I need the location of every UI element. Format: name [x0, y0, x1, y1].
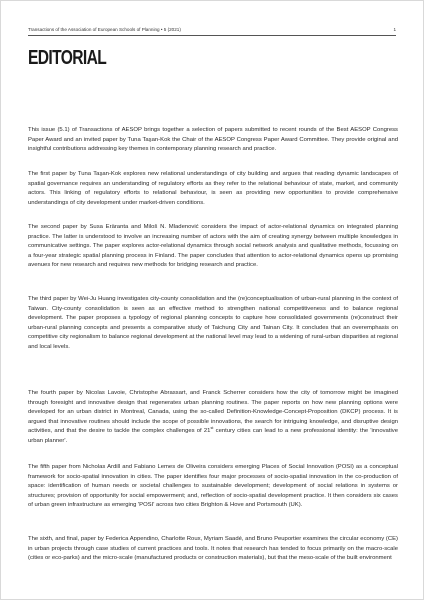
fourth-paper-text: The fourth paper by Nicolas Lavoie, Christophe Abrassart, and Franck Scherrer considers how the city of tomorrow might be imagined through foresight and innovative design that regenerates urban planning routines. The paper reports on how new planning options were developed for an urban district in Montreal, Canada, using the so-called Definition-Knowledge-Concept-Proposition (DKCP) process. It is argued that innovative routines should include the scope of possible innovations, the search for intriguing knowledge, and disruptive design activities, and that the desire to tackle the complex challenges of 21 — [28, 390, 398, 435]
journal-title: Transactions of the Association of European Schools of Planning • 5 (2021) — [28, 27, 181, 32]
paragraph-fourth-paper — [28, 389, 398, 446]
paragraph-third-paper: The third paper by Wei-Ju Huang investigates city-county consolidation and the (re)conceptualisation of urban-rural planning in the context of Taiwan. City-county consolidation is seen as an effective method to strengthen national competitiveness and to balance regional development. The paper proposes a typology of regional planning concepts to capture how consolidated governments (re)construct their urban-rural planning concepts and presents a comparative study of Taichung City and Tainan City. It concludes that an overemphasis on competitive city regionalism to balance regional development at the national level may lead to a widening of rural-urban disparities at regional and local levels. — [28, 296, 398, 350]
paragraph-second-paper: The second paper by Susa Eräranta and Miloš N. Mladenović considers the impact of actor-relational dynamics on integrated planning practice. The latter is understood to involve an increasing number of actors with the aim of creating synergy between multiple knowledges in communicative settings. The paper explores actor-relational dynamics through social network analysis and qualitative methods, focussing on a four-year strategic spatial planning process in Finland. The paper concludes that attention to actor-relational dynamics opens up promising avenues for new research and requires new methods for bridging research and practice. — [28, 224, 398, 269]
ordinal-suffix: st — [210, 426, 214, 431]
paragraph-first-paper: The first paper by Tuna Taşan-Kok explores new relational understandings of city building and argues that reading dynamic landscapes of spatial governance requires an understanding of regulatory efforts as they refer to the relational behaviour of state, market, and community actors. This linking of regulatory efforts to relational behaviour, is seen as providing new opportunities to provide comprehensive understandings of city development under market-driven conditions. — [28, 171, 398, 206]
page-title: EDITORIAL — [28, 47, 107, 69]
page-number: 1 — [393, 27, 396, 32]
header-rule — [28, 35, 396, 36]
paragraph-intro: This issue (5.1) of Transactions of AESOP brings together a selection of papers submitted to recent rounds of the Best AESOP Congress Paper Award and an invited paper by Tuna Taşan-Kok the Chair of the AESOP Congress Paper Award Committee. They provide original and insightful contributions addressing key themes in contemporary planning research and practice. — [28, 127, 398, 153]
running-header — [28, 27, 396, 33]
paragraph-fifth-paper: The fifth paper from Nicholas Ardill and Fabiano Lemes de Oliveira considers emerging Places of Social Innovation (POSI) as a conceptual framework for socio-spatial innovation in cities. The paper identifies four major processes of socio-spatial innovation in the co-production of space: identification of human needs or societal challenges to sustainable development; development of social relations in systems or structures; provision of opportunity for social empowerment; and, reflection of socio-spatial development practice. It then considers six cases of urban green infrastructure as emerging 'POSI' across two cities Brighton & Hove and Portsmouth (UK). — [28, 464, 398, 509]
paragraph-sixth-paper: The sixth, and final, paper by Federica Appendino, Charlotte Roux, Myriam Saadé, and Bruno Peuportier examines the circular economy (CE) in urban projects through case studies of current practices and tools. It notes that research has tended to focus primarily on the macro-scale (cities or eco-parks) and the micro-scale (manufactured products or construction materials), but that the meso-scale of the built environment — [28, 536, 398, 562]
fourth-paper-text-end: century cities can lead to a new professional identity: the 'innovative urban planner'. — [28, 428, 398, 444]
